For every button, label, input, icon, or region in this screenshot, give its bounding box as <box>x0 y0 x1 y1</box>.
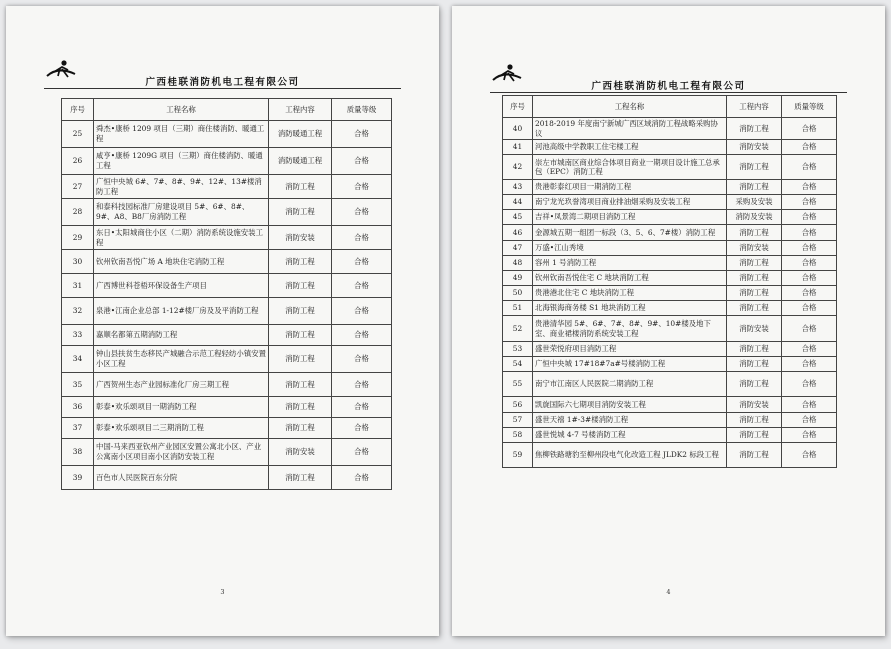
header-rule <box>44 88 401 89</box>
table-row <box>503 195 837 210</box>
table-row <box>503 286 837 301</box>
table-row <box>62 325 392 346</box>
table-row <box>503 316 837 342</box>
project-name: 焦柳铁路塘豹至柳州段电气化改造工程 JLDK2 标段工程 <box>533 443 727 468</box>
page-header <box>490 72 847 94</box>
project-name: 容州 1 号消防工程 <box>533 256 727 271</box>
quality-grade: 合格 <box>782 118 837 140</box>
project-content: 消防工程 <box>727 342 782 357</box>
project-content: 消防及安装 <box>727 210 782 225</box>
project-name: 百色市人民医院百东分院 <box>94 466 269 490</box>
table-row <box>503 428 837 443</box>
col-header-name: 工程名称 <box>94 99 269 121</box>
project-content: 消防工程 <box>269 418 332 439</box>
table-row <box>503 210 837 225</box>
table-row <box>62 439 392 466</box>
project-content: 消防安装 <box>269 226 332 250</box>
quality-grade: 合格 <box>332 418 392 439</box>
table-row <box>503 443 837 468</box>
quality-grade: 合格 <box>782 241 837 256</box>
project-content: 消防安装 <box>269 439 332 466</box>
table-row <box>503 241 837 256</box>
project-content: 消防工程 <box>727 301 782 316</box>
table-row <box>62 226 392 250</box>
quality-grade: 合格 <box>782 180 837 195</box>
row-number: 52 <box>503 316 533 342</box>
project-content: 消防工程 <box>727 180 782 195</box>
table-row <box>62 373 392 397</box>
project-content: 消防工程 <box>727 225 782 241</box>
project-table <box>502 95 837 468</box>
row-number: 42 <box>503 155 533 180</box>
row-number: 28 <box>62 199 94 226</box>
project-content: 消防安装 <box>727 241 782 256</box>
page-number: 3 <box>220 588 225 596</box>
table-row <box>62 274 392 298</box>
quality-grade: 合格 <box>782 357 837 372</box>
table-row <box>503 413 837 428</box>
project-name: 广恒中央城 17#18#7a#号楼消防工程 <box>533 357 727 372</box>
page-number: 4 <box>666 588 671 596</box>
company-name: 广西桂联消防机电工程有限公司 <box>591 81 746 92</box>
quality-grade: 合格 <box>332 250 392 274</box>
project-content: 消防工程 <box>727 413 782 428</box>
table-row <box>503 225 837 241</box>
quality-grade: 合格 <box>782 301 837 316</box>
col-header-no: 序号 <box>503 96 533 118</box>
table-row <box>503 372 837 397</box>
document-page-4 <box>452 6 885 636</box>
quality-grade: 合格 <box>782 271 837 286</box>
row-number: 59 <box>503 443 533 468</box>
quality-grade: 合格 <box>782 443 837 468</box>
header-rule <box>490 92 847 93</box>
row-number: 35 <box>62 373 94 397</box>
project-content: 消防工程 <box>727 286 782 301</box>
table-header-row <box>503 96 837 118</box>
quality-grade: 合格 <box>332 148 392 175</box>
project-content: 消防暖通工程 <box>269 148 332 175</box>
project-content: 消防暖通工程 <box>269 121 332 148</box>
project-content: 消防安装 <box>727 140 782 155</box>
quality-grade: 合格 <box>782 316 837 342</box>
row-number: 57 <box>503 413 533 428</box>
col-header-no: 序号 <box>62 99 94 121</box>
table-row <box>503 342 837 357</box>
row-number: 31 <box>62 274 94 298</box>
project-name: 彰泰•欢乐颂项目二三期消防工程 <box>94 418 269 439</box>
table-row <box>503 301 837 316</box>
table-row <box>62 298 392 325</box>
project-content: 消防工程 <box>727 357 782 372</box>
quality-grade: 合格 <box>782 397 837 413</box>
quality-grade: 合格 <box>332 397 392 418</box>
quality-grade: 合格 <box>332 346 392 373</box>
project-content: 消防工程 <box>269 466 332 490</box>
project-content: 消防工程 <box>727 443 782 468</box>
row-number: 36 <box>62 397 94 418</box>
project-table <box>61 98 392 490</box>
project-content: 消防工程 <box>727 256 782 271</box>
quality-grade: 合格 <box>332 298 392 325</box>
quality-grade: 合格 <box>332 373 392 397</box>
project-content: 消防安装 <box>727 316 782 342</box>
project-name: 贵港清华园 5#、6#、7#、8#、9#、10#楼及地下室、商业裙楼消防系统安装工程 <box>533 316 727 342</box>
table-row <box>503 180 837 195</box>
row-number: 37 <box>62 418 94 439</box>
col-header-name: 工程名称 <box>533 96 727 118</box>
project-content: 消防工程 <box>269 298 332 325</box>
project-content: 消防工程 <box>727 271 782 286</box>
project-name: 彰泰•欢乐颂项目一期消防工程 <box>94 397 269 418</box>
row-number: 32 <box>62 298 94 325</box>
row-number: 47 <box>503 241 533 256</box>
project-name: 钟山县扶贫生态移民产城融合示范工程轻纺小镇安置小区工程 <box>94 346 269 373</box>
table-row <box>503 397 837 413</box>
project-name: 广恒中央城 6#、7#、8#、9#、12#、13#楼消防工程 <box>94 175 269 199</box>
row-number: 54 <box>503 357 533 372</box>
row-number: 43 <box>503 180 533 195</box>
row-number: 58 <box>503 428 533 443</box>
project-name: 东日•太阳城商住小区（二期）消防系统设施安装工程 <box>94 226 269 250</box>
row-number: 53 <box>503 342 533 357</box>
project-content: 消防工程 <box>269 199 332 226</box>
project-content: 消防工程 <box>269 397 332 418</box>
row-number: 55 <box>503 372 533 397</box>
project-name: 和泰科技园标准厂房建设项目 5#、6#、8#、9#、A8、B8厂房消防工程 <box>94 199 269 226</box>
project-name: 北海银海商务楼 S1 地块消防工程 <box>533 301 727 316</box>
row-number: 29 <box>62 226 94 250</box>
quality-grade: 合格 <box>332 325 392 346</box>
row-number: 49 <box>503 271 533 286</box>
col-header-grade: 质量等级 <box>332 99 392 121</box>
project-content: 消防工程 <box>727 155 782 180</box>
table-row <box>62 121 392 148</box>
row-number: 51 <box>503 301 533 316</box>
project-name: 金源城五期一组团一标段（3、5、6、7#楼）消防工程 <box>533 225 727 241</box>
row-number: 56 <box>503 397 533 413</box>
project-name: 盛世荣悦府项目消防工程 <box>533 342 727 357</box>
row-number: 46 <box>503 225 533 241</box>
project-name: 盛世天禧 1#-3#楼消防工程 <box>533 413 727 428</box>
row-number: 45 <box>503 210 533 225</box>
table-row <box>503 155 837 180</box>
project-name: 2018-2019 年度南宁新城广西区域消防工程战略采购协议 <box>533 118 727 140</box>
quality-grade: 合格 <box>782 195 837 210</box>
row-number: 27 <box>62 175 94 199</box>
project-content: 消防工程 <box>269 325 332 346</box>
project-name: 崇左市城南区商业综合体项目商业一期项目设计施工总承包（EPC）消防工程 <box>533 155 727 180</box>
row-number: 26 <box>62 148 94 175</box>
quality-grade: 合格 <box>332 121 392 148</box>
quality-grade: 合格 <box>782 225 837 241</box>
table-row <box>62 346 392 373</box>
table-header-row <box>62 99 392 121</box>
project-content: 消防工程 <box>727 428 782 443</box>
row-number: 40 <box>503 118 533 140</box>
col-header-grade: 质量等级 <box>782 96 837 118</box>
project-name: 贵港彰泰红项目一期消防工程 <box>533 180 727 195</box>
table-row <box>503 140 837 155</box>
quality-grade: 合格 <box>332 439 392 466</box>
row-number: 41 <box>503 140 533 155</box>
quality-grade: 合格 <box>782 286 837 301</box>
table-row <box>503 271 837 286</box>
project-name: 广西博世科苍梧环保设备生产项目 <box>94 274 269 298</box>
quality-grade: 合格 <box>782 372 837 397</box>
row-number: 50 <box>503 286 533 301</box>
project-content: 消防工程 <box>269 274 332 298</box>
project-name: 吉祥•凤景湾二期项目消防工程 <box>533 210 727 225</box>
table-row <box>62 397 392 418</box>
quality-grade: 合格 <box>332 199 392 226</box>
document-page-3 <box>6 6 439 636</box>
project-name: 南宁市江南区人民医院二期消防工程 <box>533 372 727 397</box>
project-name: 咸亨•康桥 1209G 项目（三期）商住楼消防、暖通工程 <box>94 148 269 175</box>
quality-grade: 合格 <box>782 342 837 357</box>
row-number: 25 <box>62 121 94 148</box>
project-content: 采购及安装 <box>727 195 782 210</box>
project-name: 盛世悦城 4-7 号楼消防工程 <box>533 428 727 443</box>
project-name: 凯旋国际六七期项目消防安装工程 <box>533 397 727 413</box>
quality-grade: 合格 <box>782 256 837 271</box>
quality-grade: 合格 <box>782 428 837 443</box>
page-header <box>44 68 401 90</box>
quality-grade: 合格 <box>782 155 837 180</box>
project-name: 钦州钦南吾悦广场 A 地块住宅消防工程 <box>94 250 269 274</box>
table-row <box>503 357 837 372</box>
project-name: 中国-马来西亚钦州产业园区安置公寓北小区、产业公寓南小区项目南小区消防安装工程 <box>94 439 269 466</box>
project-name: 钦州钦南吾悦住宅 C 地块消防工程 <box>533 271 727 286</box>
table-row <box>503 256 837 271</box>
project-name: 南宁龙光玖誉湾项目商业排油烟采购及安装工程 <box>533 195 727 210</box>
col-header-content: 工程内容 <box>269 99 332 121</box>
quality-grade: 合格 <box>782 413 837 428</box>
col-header-content: 工程内容 <box>727 96 782 118</box>
project-name: 河池高级中学教职工住宅楼工程 <box>533 140 727 155</box>
project-content: 消防工程 <box>269 373 332 397</box>
quality-grade: 合格 <box>782 210 837 225</box>
project-content: 消防安装 <box>727 397 782 413</box>
table-row <box>62 148 392 175</box>
quality-grade: 合格 <box>332 175 392 199</box>
row-number: 44 <box>503 195 533 210</box>
row-number: 38 <box>62 439 94 466</box>
project-content: 消防工程 <box>269 250 332 274</box>
project-content: 消防工程 <box>727 118 782 140</box>
table-row <box>62 466 392 490</box>
row-number: 39 <box>62 466 94 490</box>
row-number: 34 <box>62 346 94 373</box>
project-name: 舜杰•康桥 1209 项目（三期）商住楼消防、暖通工程 <box>94 121 269 148</box>
table-row <box>62 250 392 274</box>
project-name: 泉港•江南企业总部 1-12#楼厂房及及平消防工程 <box>94 298 269 325</box>
company-name: 广西桂联消防机电工程有限公司 <box>145 77 300 88</box>
project-name: 嘉顺名都第五期消防工程 <box>94 325 269 346</box>
table-row <box>62 175 392 199</box>
row-number: 30 <box>62 250 94 274</box>
table-row <box>62 418 392 439</box>
project-content: 消防工程 <box>269 346 332 373</box>
project-content: 消防工程 <box>727 372 782 397</box>
table-row <box>503 118 837 140</box>
quality-grade: 合格 <box>332 274 392 298</box>
project-name: 贵港港北住宅 C 地块消防工程 <box>533 286 727 301</box>
table-row <box>62 199 392 226</box>
row-number: 33 <box>62 325 94 346</box>
project-name: 广西贺州生态产业园标准化厂房三期工程 <box>94 373 269 397</box>
quality-grade: 合格 <box>782 140 837 155</box>
row-number: 48 <box>503 256 533 271</box>
project-content: 消防工程 <box>269 175 332 199</box>
quality-grade: 合格 <box>332 226 392 250</box>
project-name: 万盛•江山秀境 <box>533 241 727 256</box>
quality-grade: 合格 <box>332 466 392 490</box>
